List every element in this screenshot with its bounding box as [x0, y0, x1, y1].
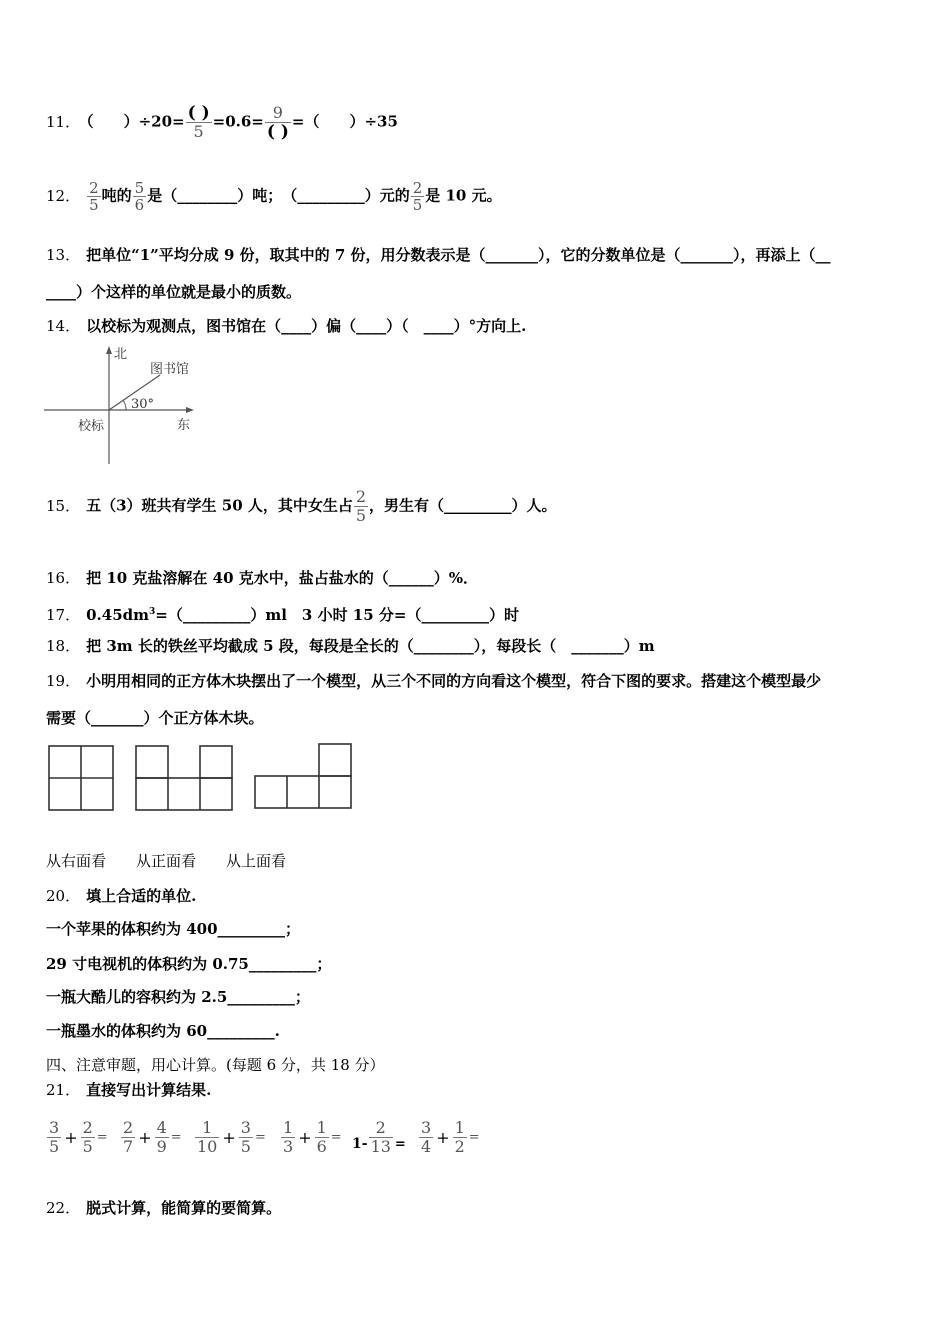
fraction: $\frac{2}{7}$ [123, 1117, 134, 1156]
calc-item [194, 1112, 266, 1162]
operator: + [64, 1127, 78, 1147]
question-20 [46, 886, 196, 906]
q20-item [46, 1021, 280, 1041]
q20-item [46, 919, 300, 939]
question-number: 16． [46, 569, 81, 587]
angle-label: 30° [131, 397, 155, 412]
question-number: 15． [46, 496, 81, 515]
direction-diagram [40, 342, 210, 467]
question-17 [46, 602, 519, 625]
fraction: $\frac{3}{4}$ [421, 1117, 432, 1156]
question-13-cont [46, 282, 301, 302]
equals: = [170, 1129, 182, 1145]
q12-text-1: 吨的 [101, 186, 132, 205]
q20-item-text: 一瓶大酷儿的容积约为 2.5_________； [46, 988, 310, 1006]
question-18 [46, 636, 655, 656]
operator: + [138, 1127, 152, 1147]
question-22 [46, 1198, 281, 1218]
fraction: $\frac{2}{5}$ [412, 179, 423, 214]
calc-item [46, 1112, 108, 1162]
q20-item-text: 一个苹果的体积约为 400_________； [46, 920, 301, 938]
q12-text-2: 是（________）吨； （_________）元的 [147, 186, 410, 205]
q20-item-text: 29 寸电视机的体积约为 0.75_________； [46, 955, 332, 973]
question-number: 12． [46, 186, 81, 205]
q11-part2: =0.6= [212, 112, 264, 131]
fraction: $\frac{( )}{5}$ [187, 103, 210, 141]
operator: + [298, 1127, 312, 1147]
q19-line-2: 需要（_______）个正方体木块。 [46, 709, 264, 727]
q14-text: 以校标为观测点，图书馆在（____）偏（____）（ ____）°方向上. [86, 317, 527, 335]
calc-item [352, 1112, 406, 1162]
q21-title: 直接写出计算结果. [86, 1081, 212, 1099]
fraction: $\frac{2}{5}$ [355, 487, 367, 525]
question-number: 20． [46, 887, 81, 905]
equals: = [330, 1129, 342, 1145]
equals: = [254, 1129, 266, 1145]
question-number: 17． [46, 606, 81, 624]
question-number: 18． [46, 637, 81, 655]
q20-item-text: 一瓶墨水的体积约为 60_________. [46, 1022, 280, 1040]
q20-title: 填上合适的单位. [86, 887, 197, 905]
section-4-heading [46, 1055, 385, 1075]
q17-text-1: 0.45dm [86, 606, 149, 624]
question-number: 21． [46, 1081, 81, 1099]
fraction: $\frac{1}{2}$ [454, 1117, 465, 1156]
question-number: 13． [46, 246, 81, 264]
equals: = [394, 1136, 406, 1152]
fraction: $\frac{2}{5}$ [82, 1117, 93, 1156]
right-view-grid [49, 746, 113, 810]
question-19 [46, 671, 821, 691]
question-number: 14． [46, 317, 81, 335]
view-labels-text: 从右面看 从正面看 从上面看 [46, 852, 287, 870]
question-12 [46, 180, 502, 213]
top-view-grid [255, 744, 351, 808]
calc-item [418, 1112, 480, 1162]
q20-item [46, 987, 310, 1007]
north-label: 北 [114, 347, 128, 362]
question-14 [46, 316, 526, 336]
equals: = [468, 1129, 480, 1145]
fraction: $\frac{1}{3}$ [283, 1117, 294, 1156]
question-21 [46, 1080, 211, 1100]
fraction: $\frac{2}{13}$ [370, 1117, 391, 1156]
question-16 [46, 568, 478, 588]
question-number: 19． [46, 672, 81, 690]
east-label: 东 [177, 418, 191, 433]
q12-text-3: 是 10 元。 [425, 186, 502, 205]
q19-line-1: 小明用相同的正方体木块摆出了一个模型，从三个不同的方向看这个模型，符合下图的要求。搭建这个模型最少 [86, 672, 822, 690]
question-number: 11． [46, 112, 81, 131]
fraction: $\frac{2}{5}$ [89, 179, 99, 214]
prefix: 1- [352, 1136, 368, 1152]
question-number: 22． [46, 1199, 81, 1217]
question-15 [46, 488, 557, 525]
equals: = [96, 1129, 108, 1145]
q17-text-2: =（_________）ml 3 小时 15 分=（_________）时 [155, 606, 519, 624]
q11-part3: =（ ）÷35 [291, 112, 398, 131]
q20-item [46, 954, 331, 974]
view-labels [46, 851, 286, 871]
q15-text-1: 五（3）班共有学生 50 人，其中女生占 [86, 496, 353, 515]
superscript: 3 [149, 607, 156, 617]
calc-item [280, 1112, 342, 1162]
fraction: $\frac{1}{10}$ [197, 1117, 218, 1156]
q13-line-2: ____）个这样的单位就是最小的质数。 [46, 283, 302, 301]
origin-label: 校标 [78, 419, 105, 434]
fraction: $\frac{5}{6}$ [134, 179, 145, 214]
q18-text: 把 3m 长的铁丝平均截成 5 段，每段是全长的（________），每段长（ _______）m [86, 637, 655, 655]
question-11 [46, 104, 398, 141]
q11-part1: （ ）÷20= [86, 112, 185, 131]
operator: + [222, 1127, 236, 1147]
q13-line-1: 把单位“1”平均分成 9 份，取其中的 7 份，用分数表示是（_______），它的分数单位是（_______），再添上（__ [86, 246, 831, 264]
fraction: $\frac{4}{9}$ [156, 1117, 167, 1156]
section-4-text: 四、注意审题，用心计算。(每题 6 分，共 18 分） [46, 1056, 385, 1074]
calc-item [120, 1112, 182, 1162]
q16-text: 把 10 克盐溶解在 40 克水中，盐占盐水的（______）%． [86, 569, 478, 587]
fraction: $\frac{1}{6}$ [316, 1117, 327, 1156]
operator: + [436, 1127, 450, 1147]
library-label: 图书馆 [150, 362, 190, 377]
view-diagrams [44, 740, 364, 816]
q22-text: 脱式计算，能简算的要简算。 [86, 1199, 282, 1217]
fraction: $\frac{9}{( )}$ [266, 103, 289, 142]
front-view-grid [136, 746, 232, 810]
fraction: $\frac{3}{5}$ [49, 1117, 60, 1156]
q15-text-2: ，男生有（_________）人。 [369, 496, 557, 515]
fraction: $\frac{3}{5}$ [240, 1117, 251, 1156]
question-19-cont [46, 708, 264, 728]
question-13 [46, 245, 831, 265]
